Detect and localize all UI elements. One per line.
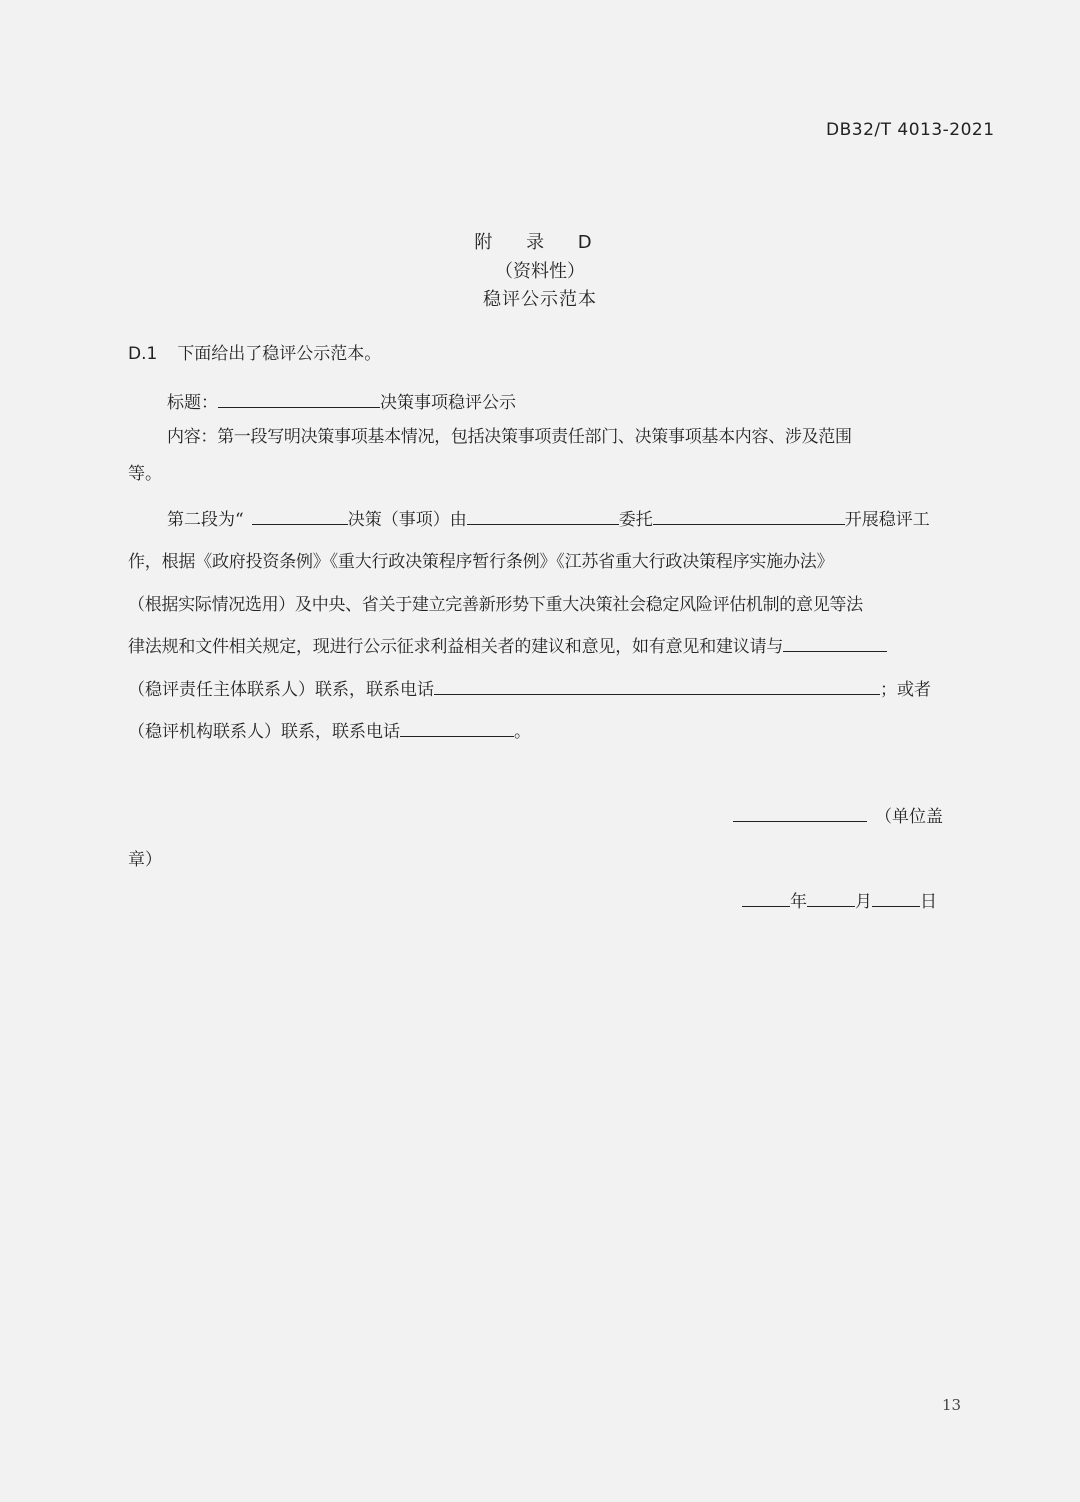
page-number: 13 <box>942 1396 962 1414</box>
para2-line-6-text: （稳评机构联系人）联系，联系电话 <box>128 722 400 742</box>
seal-label-continuation: 章） <box>128 850 162 870</box>
title-suffix: 决策事项稳评公示 <box>380 393 516 413</box>
year-blank <box>742 892 790 907</box>
year-label: 年 <box>790 892 807 912</box>
para2-line-1 <box>167 505 930 530</box>
title-blank <box>218 393 380 408</box>
entrusting-party-blank <box>467 510 619 525</box>
agency-phone-blank <box>400 722 514 737</box>
date-line <box>742 887 937 912</box>
para2-line-3: （根据实际情况选用）及中央、省关于建立完善新形势下重大决策社会稳定风险评估机制的意见等法 <box>128 595 863 615</box>
seal-label: （单位盖 <box>875 807 943 827</box>
month-label: 月 <box>855 892 872 912</box>
para2-line-6-suffix: 。 <box>514 722 531 742</box>
responsible-phone-blank <box>434 680 880 695</box>
para2-part-b: 决策（事项）由 <box>347 510 467 530</box>
standard-number: DB32/T 4013-2021 <box>826 120 995 140</box>
day-label: 日 <box>920 892 937 912</box>
seal-line <box>733 802 943 827</box>
para2-line-5-text: （稳评责任主体联系人）联系，联系电话 <box>128 680 434 700</box>
month-blank <box>807 892 855 907</box>
responsible-contact-blank <box>783 637 887 652</box>
day-blank <box>872 892 920 907</box>
appendix-title: 稳评公示范本 <box>483 289 597 310</box>
para2-line-5 <box>128 675 931 700</box>
para2-line-4-text: 律法规和文件相关规定，现进行公示征求利益相关者的建议和意见，如有意见和建议请与 <box>128 637 784 657</box>
para2-part-d: 开展稳评工 <box>844 510 930 530</box>
title-label: 标题： <box>167 393 218 413</box>
seal-unit-blank <box>733 807 867 822</box>
content-line-2: 等。 <box>128 464 162 484</box>
para2-line-5-suffix: ；或者 <box>880 680 931 700</box>
assessment-agency-blank <box>653 510 845 525</box>
template-title-line <box>167 388 516 413</box>
appendix-nature: （资料性） <box>495 261 585 282</box>
decision-blank <box>252 510 348 525</box>
para2-part-a: 第二段为“ <box>167 510 244 530</box>
clause-text: 下面给出了稳评公示范本。 <box>177 344 382 364</box>
content-line-1: 内容：第一段写明决策事项基本情况，包括决策事项责任部门、决策事项基本内容、涉及范围 <box>167 427 852 447</box>
appendix-heading: 附 录 D <box>474 232 606 253</box>
para2-line-2: 作，根据《政府投资条例》《重大行政决策程序暂行条例》《江苏省重大行政决策程序实施办法》 <box>128 552 834 572</box>
para2-part-c: 委托 <box>618 510 653 530</box>
clause-d1 <box>128 339 381 364</box>
para2-line-4 <box>128 632 887 657</box>
clause-number: D.1 <box>128 344 158 364</box>
para2-line-6 <box>128 717 531 742</box>
